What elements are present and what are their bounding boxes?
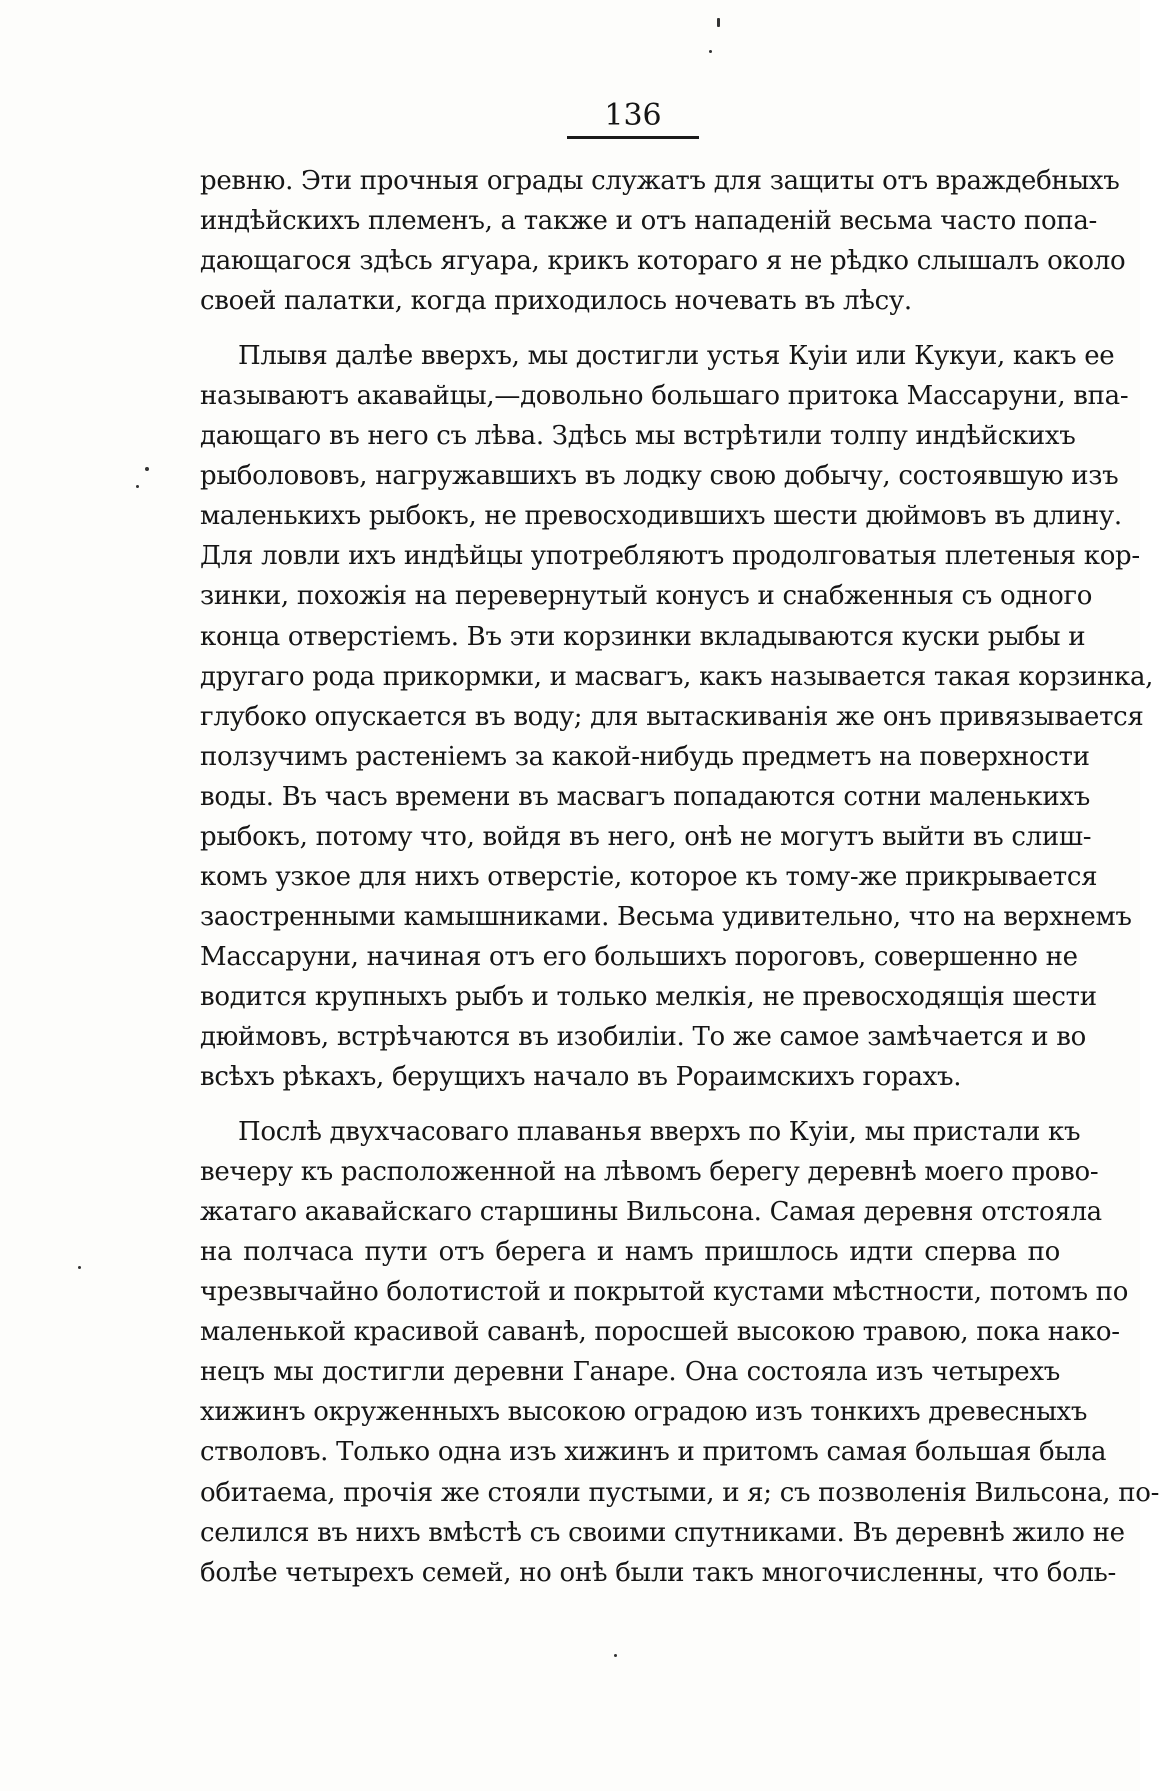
paragraph — [200, 1112, 1159, 1593]
text-line: другаго рода прикормки, и масвагъ, какъ называется такая корзинка, — [200, 661, 1154, 692]
paragraph-gap — [200, 321, 1060, 336]
text-line: всѣхъ рѣкахъ, берущихъ начало въ Рораимскихъ горахъ. — [200, 1062, 962, 1093]
page-header — [567, 98, 699, 139]
text-line: дающаго въ него съ лѣва. Здѣсь мы встрѣтили толпу индѣйскихъ — [200, 421, 1076, 452]
text-line: индѣйскихъ племенъ, а также и отъ нападеній весьма часто попа- — [200, 206, 1098, 237]
text-line: заостренными камышниками. Весьма удивительно, что на верхнемъ — [200, 901, 1132, 932]
text-line: рыбокъ, потому что, войдя въ него, онѣ не могутъ выйти въ слиш- — [200, 821, 1092, 852]
paragraph — [200, 336, 1154, 1097]
text-line: нецъ мы достигли деревни Ганаре. Она состояла изъ четырехъ — [200, 1357, 1060, 1388]
scan-speck — [709, 50, 712, 53]
text-line: маленькихъ рыбокъ, не превосходившихъ шести дюймовъ въ длину. — [200, 501, 1122, 532]
body-text — [200, 161, 1159, 1593]
paragraph — [200, 161, 1126, 321]
text-line: Послѣ двухчасоваго плаванья вверхъ по Куіи, мы пристали къ — [238, 1117, 1081, 1148]
text-line: селился въ нихъ вмѣстѣ съ своими спутниками. Въ деревнѣ жило не — [200, 1517, 1125, 1548]
text-line: жатаго акавайскаго старшины Вильсона. Самая деревня отстояла — [200, 1197, 1102, 1228]
text-line: называютъ акавайцы,—довольно большаго притока Массаруни, впа- — [200, 381, 1129, 412]
text-line: своей палатки, когда приходилось ночевать въ лѣсу. — [200, 286, 912, 317]
text-line: ревню. Эти прочныя ограды служатъ для защиты отъ враждебныхъ — [200, 166, 1120, 196]
text-line: обитаема, прочія же стояли пустыми, и я; съ позволенія Вильсона, по- — [200, 1477, 1159, 1508]
text-line: дюймовъ, встрѣчаются въ изобиліи. То же самое замѣчается и во — [200, 1021, 1086, 1052]
page-number: 136 — [604, 98, 662, 133]
scan-speck — [136, 485, 139, 488]
paragraph-gap — [200, 1097, 1060, 1112]
text-line: ползучимъ растеніемъ за какой-нибудь предметъ на поверхности — [200, 741, 1090, 772]
text-line: Для ловли ихъ индѣйцы употребляютъ продолговатыя плетеныя кор- — [200, 541, 1140, 572]
text-line: болѣе четырехъ семей, но онѣ были такъ многочисленны, что боль- — [200, 1557, 1116, 1588]
text-line: чрезвычайно болотистой и покрытой кустами мѣстности, потомъ по — [200, 1277, 1129, 1308]
text-line: вечеру къ расположенной на лѣвомъ берегу деревнѣ моего прово- — [200, 1157, 1099, 1188]
text-line: Массаруни, начиная отъ его большихъ пороговъ, совершенно не — [200, 941, 1078, 972]
text-line: комъ узкое для нихъ отверстіе, которое къ тому-же прикрывается — [200, 861, 1098, 892]
text-line: конца отверстіемъ. Въ эти корзинки вкладываются куски рыбы и — [200, 621, 1086, 652]
scan-speck — [717, 18, 720, 27]
text-line: рыболововъ, нагружавшихъ въ лодку свою добычу, состоявшую изъ — [200, 461, 1119, 492]
text-line: на полчаса пути отъ берега и намъ пришлось идти сперва по — [200, 1237, 1060, 1268]
text-line: воды. Въ часъ времени въ масвагъ попадаются сотни маленькихъ — [200, 781, 1090, 812]
text-line: дающагося здѣсь ягуара, крикъ котораго я не рѣдко слышалъ около — [200, 246, 1126, 277]
scan-speck — [78, 1266, 81, 1269]
text-line: зинки, похожія на перевернутый конусъ и снабженныя съ одного — [200, 581, 1093, 612]
scan-speck — [145, 467, 149, 471]
header-rule — [567, 136, 699, 139]
scan-speck — [614, 1654, 617, 1657]
text-line: стволовъ. Только одна изъ хижинъ и притомъ самая большая была — [200, 1437, 1107, 1468]
text-line: маленькой красивой саванѣ, поросшей высокою травою, пока нако- — [200, 1317, 1120, 1348]
text-line: водится крупныхъ рыбъ и только мелкія, не превосходящія шести — [200, 981, 1097, 1012]
text-line: глубоко опускается въ воду; для вытаскиванія же онъ привязывается — [200, 701, 1144, 732]
text-line: Плывя далѣе вверхъ, мы достигли устья Куіи или Кукуи, какъ ее — [238, 341, 1115, 372]
text-line: хижинъ окруженныхъ высокою оградою изъ тонкихъ древесныхъ — [200, 1397, 1088, 1428]
